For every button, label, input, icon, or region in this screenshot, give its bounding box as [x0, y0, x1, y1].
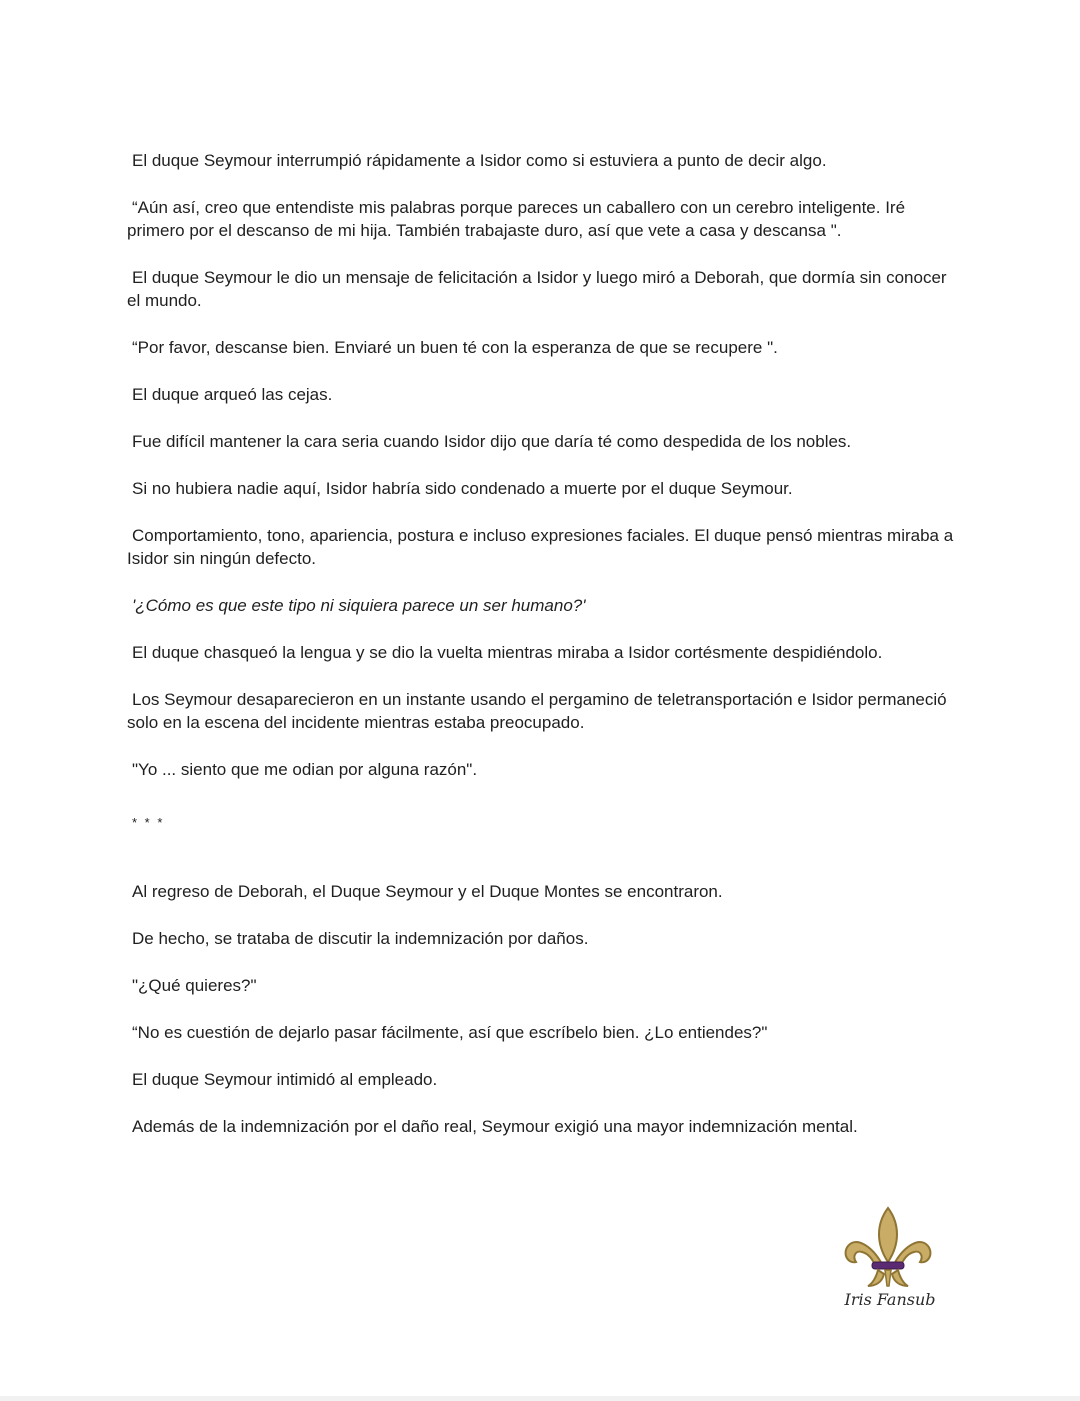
paragraph: El duque arqueó las cejas.	[132, 385, 333, 404]
paragraph: “Por favor, descanse bien. Enviaré un buen té con la esperanza de que se recupere ".	[132, 338, 778, 357]
document-body	[127, 149, 957, 1162]
iris-fansub-logo	[842, 1206, 938, 1316]
logo-text: Iris Fansub	[844, 1290, 936, 1309]
paragraph: El duque Seymour interrumpió rápidamente a Isidor como si estuviera a punto de decir algo.	[132, 151, 827, 170]
thought-paragraph: '¿Cómo es que este tipo ni siquiera parece un ser humano?'	[132, 596, 586, 615]
paragraph: Fue difícil mantener la cara seria cuando Isidor dijo que daría té como despedida de los nobles.	[132, 432, 852, 451]
paragraph: Además de la indemnización por el daño real, Seymour exigió una mayor indemnización mental.	[132, 1117, 858, 1136]
paragraph: Los Seymour desaparecieron en un instante usando el pergamino de teletransportación e Isidor permaneció solo en la escena del incidente mientras estaba preocupado.	[127, 690, 947, 732]
paragraph: “No es cuestión de dejarlo pasar fácilmente, así que escríbelo bien. ¿Lo entiendes?"	[132, 1023, 768, 1042]
paragraph: “Aún así, creo que entendiste mis palabras porque pareces un caballero con un cerebro inteligente. Iré primero por el descanso de mi hija. También trabajaste duro, así que vete a casa y descansa ".	[127, 198, 906, 240]
paragraph: El duque chasqueó la lengua y se dio la vuelta mientras miraba a Isidor cortésmente despidiéndolo.	[132, 643, 883, 662]
fleur-de-lis-icon	[842, 1206, 938, 1290]
paragraph: Comportamiento, tono, apariencia, postura e incluso expresiones faciales. El duque pensó mientras miraba a Isidor sin ningún defecto.	[127, 526, 954, 568]
page-bottom-edge	[0, 1396, 1080, 1401]
paragraph: Al regreso de Deborah, el Duque Seymour y el Duque Montes se encontraron.	[132, 882, 723, 901]
paragraph: "¿Qué quieres?"	[132, 976, 257, 995]
scene-separator: * * *	[132, 815, 165, 830]
paragraph: De hecho, se trataba de discutir la indemnización por daños.	[132, 929, 589, 948]
paragraph: "Yo ... siento que me odian por alguna razón".	[132, 760, 478, 779]
paragraph: Si no hubiera nadie aquí, Isidor habría sido condenado a muerte por el duque Seymour.	[132, 479, 793, 498]
paragraph: El duque Seymour intimidó al empleado.	[132, 1070, 438, 1089]
paragraph: El duque Seymour le dio un mensaje de felicitación a Isidor y luego miró a Deborah, que dormía sin conocer el mundo.	[127, 268, 947, 310]
